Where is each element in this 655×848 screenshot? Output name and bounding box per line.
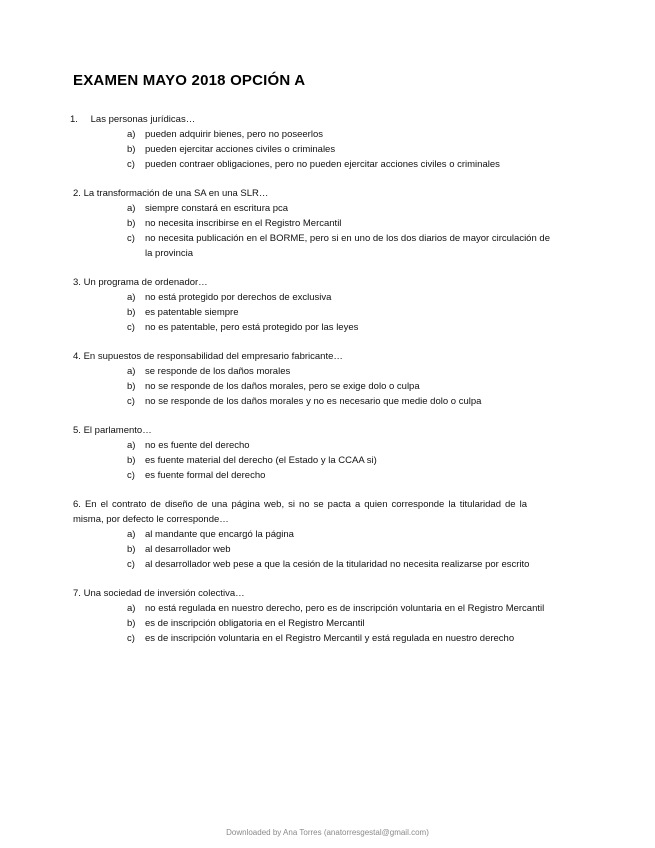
option-b bbox=[0, 379, 655, 394]
question-text: Una sociedad de inversión colectiva… bbox=[83, 588, 245, 599]
option-text: pueden contraer obligaciones, pero no pueden ejercitar acciones civiles o criminales bbox=[145, 159, 500, 170]
option-letter: c) bbox=[127, 322, 135, 333]
option-text: no se responde de los daños morales y no es necesario que medie dolo o culpa bbox=[145, 396, 482, 407]
question-text: Las personas jurídicas… bbox=[90, 114, 196, 125]
option-list bbox=[0, 201, 655, 261]
option-a bbox=[0, 201, 655, 216]
option-letter: b) bbox=[127, 144, 136, 155]
option-c bbox=[0, 557, 655, 572]
question-stem bbox=[0, 349, 655, 364]
question-text: La transformación de una SA en una SLR… bbox=[83, 188, 269, 199]
question-text: En supuestos de responsabilidad del empresario fabricante… bbox=[83, 351, 343, 362]
question-stem bbox=[0, 497, 655, 527]
option-letter: c) bbox=[127, 470, 135, 481]
option-letter: b) bbox=[127, 544, 136, 555]
option-text: no se responde de los daños morales, pero se exige dolo o culpa bbox=[145, 381, 420, 392]
question-stem bbox=[0, 112, 655, 127]
option-text: no necesita publicación en el BORME, pero si en uno de los dos diarios de mayor circulación de la provincia bbox=[145, 233, 550, 259]
question-number: 7. bbox=[73, 588, 81, 599]
question-3 bbox=[0, 275, 655, 335]
option-list bbox=[0, 127, 655, 172]
option-letter: a) bbox=[127, 129, 136, 140]
option-c bbox=[0, 631, 655, 646]
question-text: Un programa de ordenador… bbox=[83, 277, 208, 288]
question-1 bbox=[0, 112, 655, 172]
page-title: EXAMEN MAYO 2018 OPCIÓN A bbox=[73, 72, 306, 89]
option-b bbox=[0, 142, 655, 157]
option-text: es fuente material del derecho (el Estado y la CCAA si) bbox=[145, 455, 377, 466]
option-c bbox=[0, 468, 655, 483]
option-text: no es patentable, pero está protegido por las leyes bbox=[145, 322, 359, 333]
question-number: 2. bbox=[73, 188, 81, 199]
option-letter: b) bbox=[127, 218, 136, 229]
option-b bbox=[0, 542, 655, 557]
option-text: no es fuente del derecho bbox=[145, 440, 250, 451]
question-5 bbox=[0, 423, 655, 483]
option-text: se responde de los daños morales bbox=[145, 366, 291, 377]
option-text: es fuente formal del derecho bbox=[145, 470, 266, 481]
option-text: al desarrollador web bbox=[145, 544, 231, 555]
question-stem bbox=[0, 423, 655, 438]
option-a bbox=[0, 127, 655, 142]
question-list bbox=[0, 112, 655, 660]
option-list bbox=[0, 364, 655, 409]
option-text: al desarrollador web pese a que la cesión de la titularidad no necesita realizarse por escrito bbox=[145, 559, 530, 570]
option-letter: b) bbox=[127, 307, 136, 318]
question-text: El parlamento… bbox=[83, 425, 152, 436]
option-c bbox=[0, 320, 655, 335]
question-4 bbox=[0, 349, 655, 409]
option-letter: b) bbox=[127, 618, 136, 629]
option-b bbox=[0, 616, 655, 631]
option-letter: a) bbox=[127, 292, 136, 303]
question-text: En el contrato de diseño de una página web, si no se pacta a quien corresponde la titularidad de la misma, por defecto le corresponde… bbox=[73, 499, 527, 525]
option-a bbox=[0, 527, 655, 542]
option-c bbox=[0, 157, 655, 172]
option-text: no está protegido por derechos de exclusiva bbox=[145, 292, 332, 303]
question-number: 3. bbox=[73, 277, 81, 288]
option-b bbox=[0, 453, 655, 468]
option-letter: c) bbox=[127, 559, 135, 570]
question-6 bbox=[0, 497, 655, 572]
question-7 bbox=[0, 586, 655, 646]
option-letter: c) bbox=[127, 396, 135, 407]
option-letter: a) bbox=[127, 603, 136, 614]
option-letter: b) bbox=[127, 381, 136, 392]
option-text: es de inscripción obligatoria en el Registro Mercantil bbox=[145, 618, 365, 629]
option-a bbox=[0, 438, 655, 453]
question-stem bbox=[0, 586, 655, 601]
option-letter: a) bbox=[127, 366, 136, 377]
option-c bbox=[0, 394, 655, 409]
option-list bbox=[0, 290, 655, 335]
option-a bbox=[0, 290, 655, 305]
option-list bbox=[0, 438, 655, 483]
option-text: es de inscripción voluntaria en el Registro Mercantil y está regulada en nuestro derecho bbox=[145, 633, 515, 644]
question-number: 6. bbox=[73, 499, 81, 510]
question-stem bbox=[0, 275, 655, 290]
question-number: 4. bbox=[73, 351, 81, 362]
option-b bbox=[0, 305, 655, 320]
option-letter: b) bbox=[127, 455, 136, 466]
option-letter: c) bbox=[127, 159, 135, 170]
option-a bbox=[0, 364, 655, 379]
option-a bbox=[0, 601, 655, 616]
option-letter: c) bbox=[127, 633, 135, 644]
option-c bbox=[0, 231, 655, 261]
option-text: siempre constará en escritura pca bbox=[145, 203, 289, 214]
option-text: pueden ejercitar acciones civiles o criminales bbox=[145, 144, 336, 155]
option-text: no está regulada en nuestro derecho, pero es de inscripción voluntaria en el Registro Mercantil bbox=[145, 603, 545, 614]
question-2 bbox=[0, 186, 655, 261]
option-text: pueden adquirir bienes, pero no poseerlos bbox=[145, 129, 323, 140]
option-letter: a) bbox=[127, 440, 136, 451]
option-text: no necesita inscribirse en el Registro Mercantil bbox=[145, 218, 342, 229]
option-b bbox=[0, 216, 655, 231]
option-letter: c) bbox=[127, 233, 135, 244]
option-list bbox=[0, 601, 655, 646]
option-letter: a) bbox=[127, 529, 136, 540]
download-footer: Downloaded by Ana Torres (anatorresgestal@gmail.com) bbox=[226, 828, 429, 837]
question-stem bbox=[0, 186, 655, 201]
question-number: 1. bbox=[70, 114, 78, 125]
option-text: al mandante que encargó la página bbox=[145, 529, 294, 540]
option-text: es patentable siempre bbox=[145, 307, 239, 318]
question-number: 5. bbox=[73, 425, 81, 436]
option-letter: a) bbox=[127, 203, 136, 214]
option-list bbox=[0, 527, 655, 572]
